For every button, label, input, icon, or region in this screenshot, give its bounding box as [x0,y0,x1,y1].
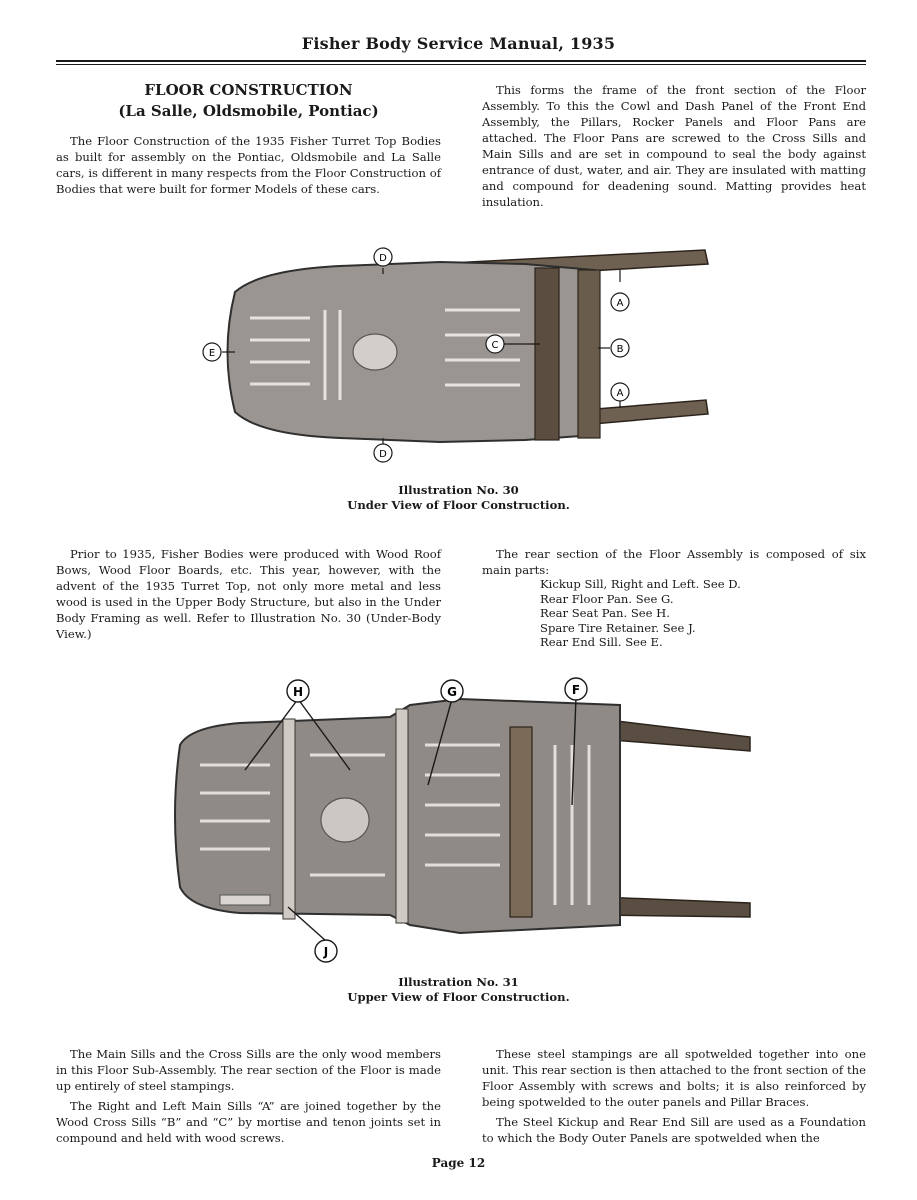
header-rule-thin [56,64,866,65]
floor-dome [353,334,397,370]
list-item: Rear Floor Pan. See G. [540,591,674,606]
upper-floor-dome [321,798,369,842]
illustration-30-caption-text: Under View of Floor Construction. [347,498,570,512]
label-d-top: D [379,253,387,264]
kickup-sill [283,719,295,919]
parts-list [540,577,900,650]
running-header: Fisher Body Service Manual, 1935 [301,34,616,53]
illustration-30-caption-number: Illustration No. 30 [398,483,519,497]
kickup-text: The Steel Kickup and Rear End Sill are used as a Foundation to which the Body Outer Panels are spotwelded when the [482,1115,866,1145]
illustration-31-caption-text: Upper View of Floor Construction. [347,990,570,1004]
label-d-bottom: D [379,449,387,460]
cross-sill-b [578,270,600,438]
spare-tire-retainer [220,895,270,905]
illustration-31-caption-number: Illustration No. 31 [398,975,519,989]
label-a-upper: A [616,298,624,309]
label-c: C [491,340,499,351]
main-sills-text: The Main Sills and the Cross Sills are the only wood members in this Floor Sub-Assembly. The rear section of the Floor is made up entirely of steel stampings. [56,1047,441,1093]
rear-section-paragraph [482,546,866,578]
label-b: B [616,344,624,355]
main-sills-paragraphs [56,1046,441,1146]
rear-seat-pan-edge [396,709,408,923]
header-rule [56,60,866,62]
list-item: Kickup Sill, Right and Left. See D. [540,577,741,591]
rear-intro-text: The rear section of the Floor Assembly is composed of six main parts: [482,547,866,577]
intro-paragraph [56,133,441,197]
spotwelded-paragraphs [482,1046,866,1146]
label-j: J [323,945,329,959]
section-subtitle: (La Salle, Oldsmobile, Pontiac) [118,102,379,120]
spotwelded-text: These steel stampings are all spotwelded together into one unit. This rear section is then attached to the front section of the Floor Assembly with screws and bolts; it is also reinforced by being spotwelded to the outer panels and Pillar Braces. [482,1047,866,1109]
frame-text: This forms the frame of the front section of the Floor Assembly. To this the Cowl and Dash Panel of the Front End Assembly, the Pillars, Rocker Panels and Floor Pans are attached. The Floor Pans are screwed to the Cross Sills and Main Sills and are set in compound to seal the body against entrance of dust, water, and air. They are insulated with matting and compound for deadening sound. Matting provides heat insulation. [482,83,866,209]
page-number: Page 12 [431,1156,486,1170]
illustration-31-upper-view [160,675,760,970]
joined-text: The Right and Left Main Sills “A” are joined together by the Wood Cross Sills “B” and “C” by mortise and tenon joints set in compound and held with wood screws. [56,1099,441,1145]
section-title: FLOOR CONSTRUCTION [144,81,353,99]
intro-text: The Floor Construction of the 1935 Fisher Turret Top Bodies as built for assembly on the Pontiac, Oldsmobile and La Salle cars, is different in many respects from the Floor Construction of Bodies that were built for former Models of these cars. [56,134,441,196]
label-a-lower: A [616,388,624,399]
prior-paragraph [56,546,441,642]
frame-rail-top [600,719,750,751]
list-item: Spare Tire Retainer. See J. [540,620,696,635]
frame-paragraph [482,82,866,210]
list-item: Rear End Sill. See E. [540,635,663,649]
label-e: E [208,348,216,359]
frame-rail-bottom [600,897,750,917]
label-g: G [447,685,457,699]
label-h: H [292,685,304,699]
label-f: F [571,683,581,697]
wood-cross-sill [510,727,532,917]
prior-text: Prior to 1935, Fisher Bodies were produced with Wood Roof Bows, Wood Floor Boards, etc. This year, however, with the advent of the 1935 Turret Top, not only more metal and less wood is used in the Upper Body Structure, but also in the Under Body Framing as well. Refer to Illustration No. 30 (Under-Body View.) [56,547,441,641]
cross-sill-c [535,268,559,440]
illustration-30-under-view [190,240,720,470]
list-item: Rear Seat Pan. See H. [540,606,670,620]
